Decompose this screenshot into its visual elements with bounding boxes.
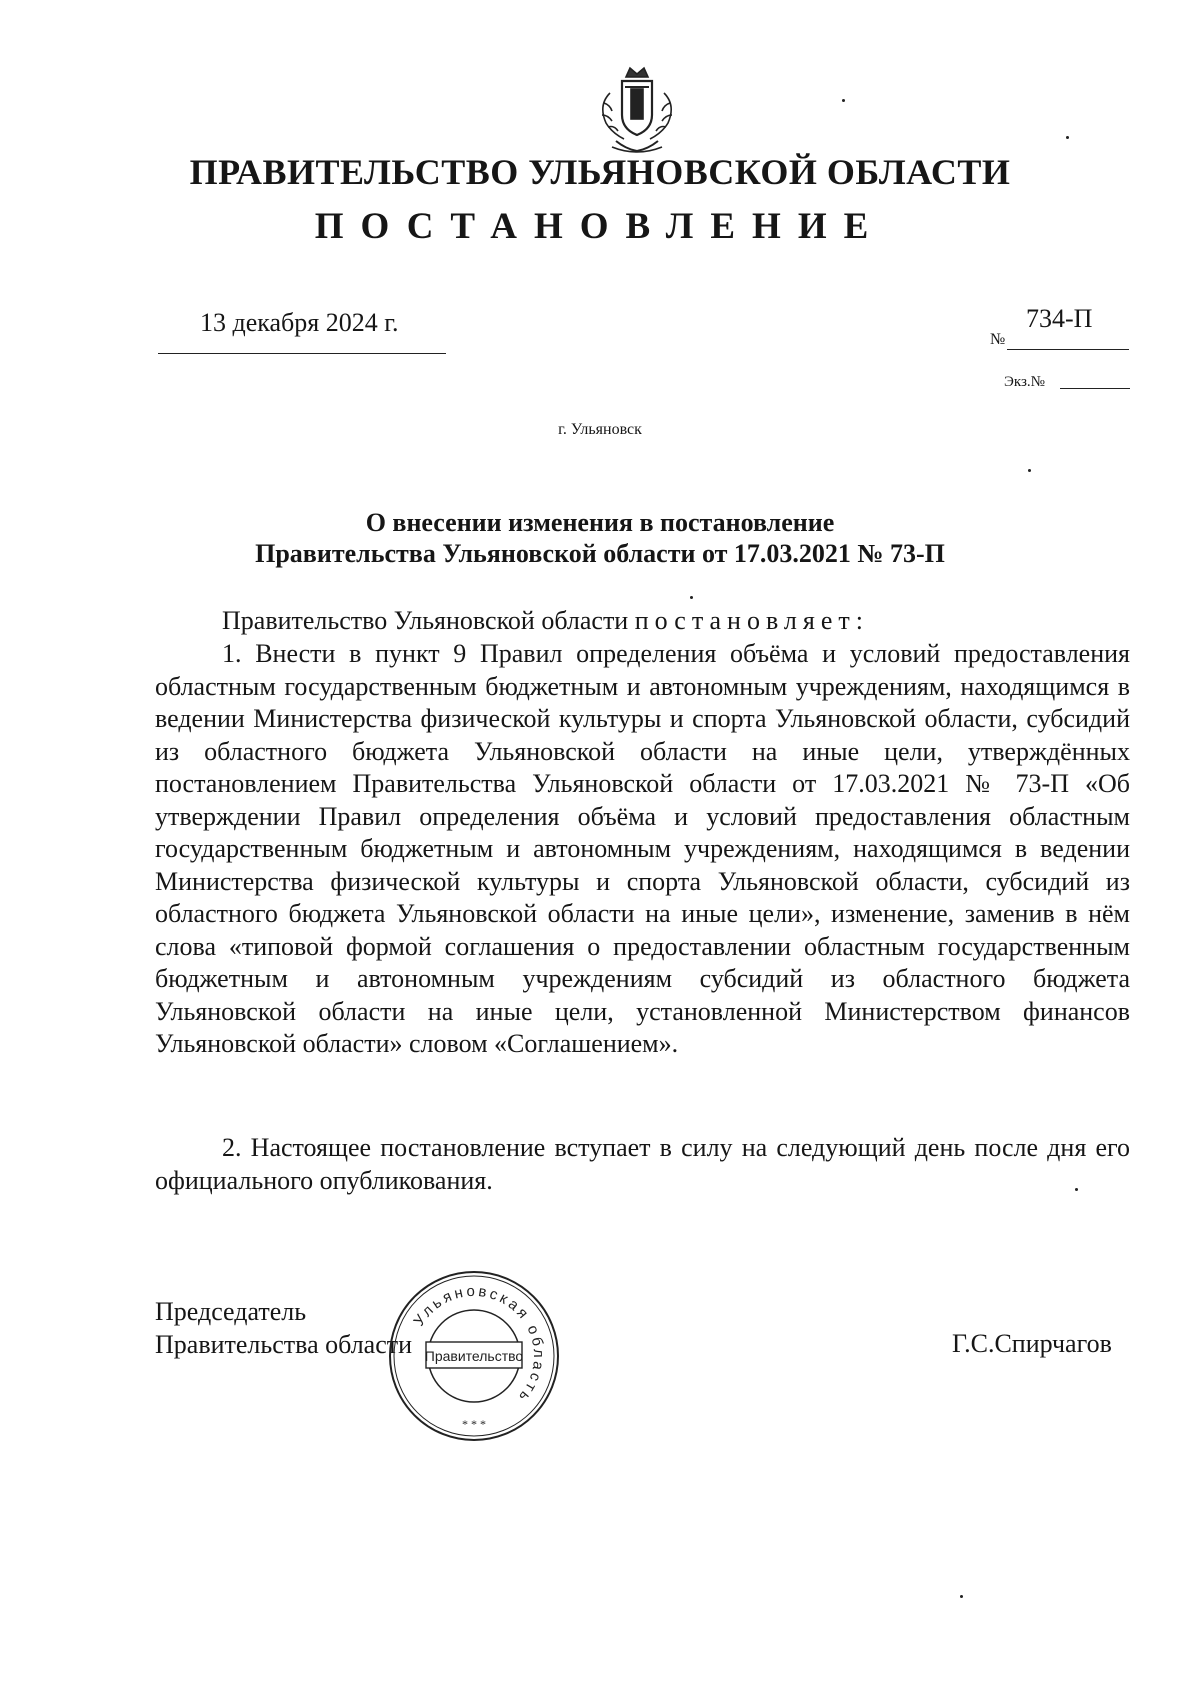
intro-prefix: Правительство Ульяновской области	[222, 606, 629, 635]
scan-dot	[1028, 469, 1031, 472]
city: г. Ульяновск	[558, 421, 642, 438]
scan-dot	[1066, 136, 1069, 139]
official-seal-icon	[386, 1268, 562, 1444]
intro-line	[222, 605, 869, 636]
scan-dot	[960, 1595, 963, 1598]
signatory-title-line-2: Правительства области	[155, 1330, 413, 1359]
scan-dot	[842, 99, 845, 102]
number-label: №	[990, 331, 1006, 348]
scan-dot	[690, 596, 693, 599]
document-number: 734-П	[1026, 304, 1093, 333]
svg-text:* * *: * * *	[462, 1417, 486, 1431]
subject-line-1: О внесении изменения в постановление	[365, 508, 835, 537]
subject-line-2: Правительства Ульяновской области от 17.03.2021 № 73-П	[255, 539, 945, 568]
coat-of-arms-icon	[592, 63, 682, 155]
seal-center-text: Правительство	[424, 1348, 524, 1364]
paragraph-1: 1. Внести в пункт 9 Правил определения объёма и условий предоставления областным государственным бюджетным и автономным учреждениям, находящимся в ведении Министерства физической культуры и спорта Ульяновской области, субсидий из областного бюджета Ульяновской области на иные цели, утверждённых постановлением Правительства Ульяновской области от 17.03.2021 № 73-П «Об утверждении Правил определения объёма и условий предоставления областным государственным бюджетным и автономным учреждениям, находящимся в ведении Министерства физической культуры и спорта Ульяновской области, субсидий из областного бюджета Ульяновской области на иные цели», изменение, заменив в нём слова «типовой формой соглашения о предоставлении областным государственным бюджетным и автономным учреждениям субсидий из областного бюджета Ульяновской области на иные цели, установленной Министерством финансов Ульяновской области» словом «Соглашением».	[155, 639, 1130, 1058]
document-date: 13 декабря 2024 г.	[200, 308, 399, 337]
number-underline	[1007, 349, 1129, 350]
copy-number-label: Экз.№	[1004, 374, 1045, 390]
copy-number-underline	[1060, 388, 1130, 389]
signatory-title	[155, 1295, 412, 1361]
document-subject	[220, 507, 980, 569]
intro-verb: постановляет:	[634, 606, 869, 635]
organization-title: ПРАВИТЕЛЬСТВО УЛЬЯНОВСКОЙ ОБЛАСТИ	[189, 152, 1011, 192]
signatory-title-line-1: Председатель	[155, 1297, 307, 1326]
scan-dot	[1075, 1188, 1078, 1191]
document-type-title: ПОСТАНОВЛЕНИЕ	[314, 206, 886, 247]
paragraph-2: 2. Настоящее постановление вступает в силу на следующий день после дня его официального опубликования.	[155, 1133, 1130, 1195]
date-underline	[158, 353, 446, 354]
signatory-name: Г.С.Спирчагов	[952, 1329, 1112, 1358]
seal-ring-text: Ульяновская область	[410, 1282, 548, 1408]
